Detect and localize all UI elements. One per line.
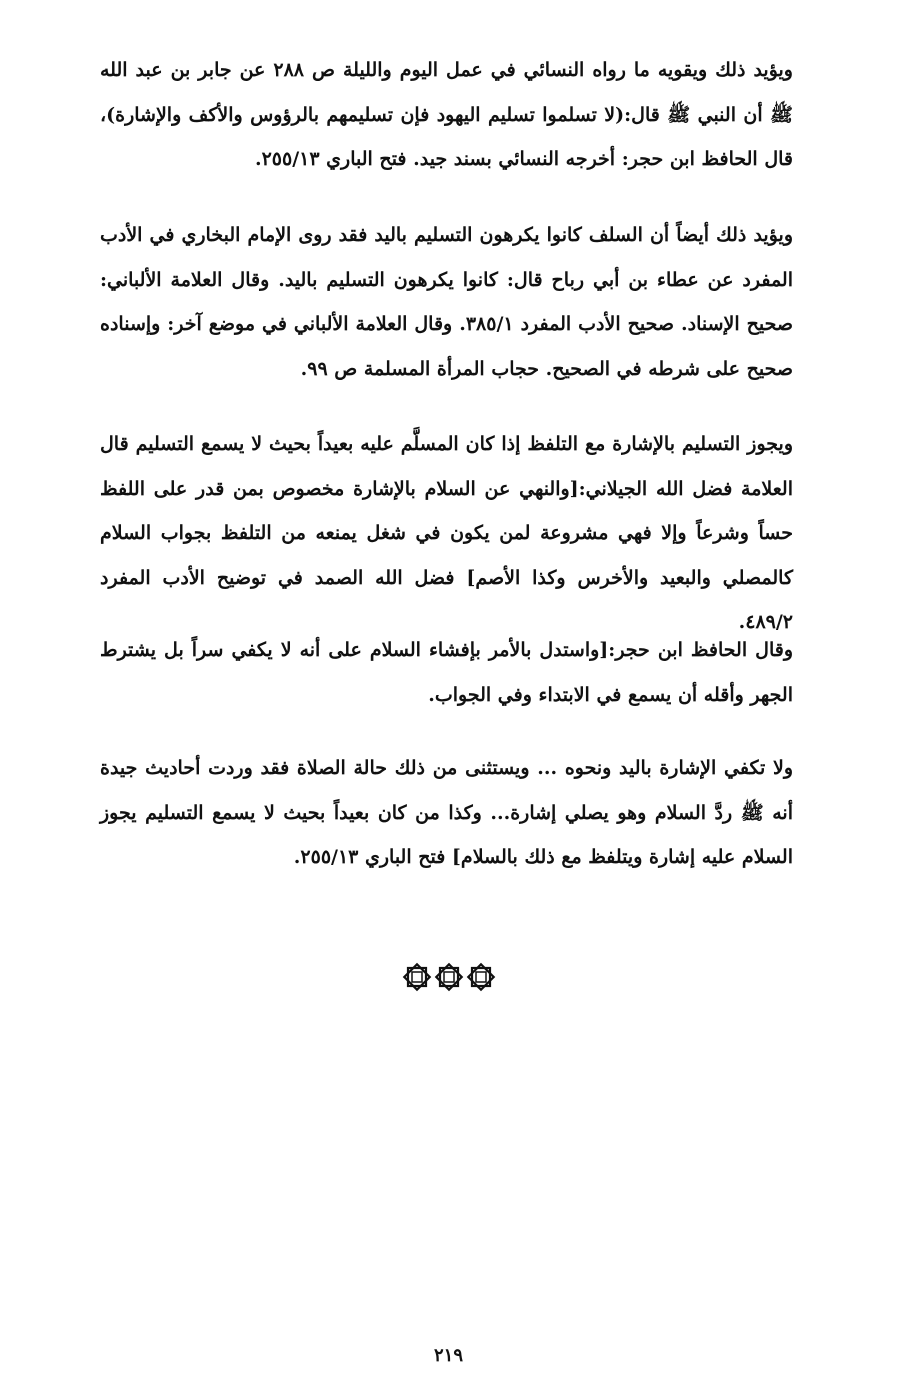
paragraph-text: ويجوز التسليم بالإشارة مع التلفظ إذا كان المسلَّم عليه بعيداً بحيث لا يسمع التسليم قال العلامة فضل الله الجيلاني:[والنهي عن السلام بالإشارة مخصوص بمن قدر على اللفظ حساً وشرعاً وإلا فهي مشروعة لمن يكون في شغل يمنعه من التلفظ بجواب السلام كالمصلي والبعيد والأخرس وكذا الأصم] فضل الله الصمد في توضيح الأدب المفرد ٤٨٩/٢. <box>100 433 793 633</box>
paragraph-text: ويؤيد ذلك أيضاً أن السلف كانوا يكرهون التسليم باليد فقد روى الإمام البخاري في الأدب المفرد عن عطاء بن أبي رباح قال: كانوا يكرهون التسليم باليد. وقال العلامة الألباني: صحيح الإسناد. صحيح الأدب المفرد ٣٨٥/١. وقال العلامة الألباني في موضع آخر: وإسناده صحيح على شرطه في الصحيح. حجاب المرأة المسلمة ص ٩٩. <box>100 224 793 380</box>
star-ornament-icon <box>434 962 464 992</box>
paragraph-5 <box>100 746 793 880</box>
paragraph-1 <box>100 48 793 182</box>
star-ornament-icon <box>466 962 496 992</box>
paragraph-3 <box>100 422 793 645</box>
star-ornament-icon <box>402 962 432 992</box>
page-number: ٢١٩ <box>433 1345 463 1366</box>
paragraph-text: وقال الحافظ ابن حجر:[واستدل بالأمر بإفشاء السلام على أنه لا يكفي سراً بل يشترط الجهر وأقله أن يسمع في الابتداء وفي الجواب. <box>100 639 793 706</box>
paragraph-2 <box>100 213 793 391</box>
section-divider-ornament <box>0 962 897 992</box>
paragraph-4 <box>100 628 793 717</box>
paragraph-text: ولا تكفي الإشارة باليد ونحوه ... ويستثنى من ذلك حالة الصلاة فقد وردت أحاديث جيدة أنه ﷺ ردَّ السلام وهو يصلي إشارة... وكذا من كان بعيداً بحيث لا يسمع التسليم يجوز السلام عليه إشارة ويتلفظ مع ذلك بالسلام] فتح الباري ٢٥٥/١٣. <box>100 757 793 868</box>
paragraph-text: ويؤيد ذلك ويقويه ما رواه النسائي في عمل اليوم والليلة ص ٢٨٨ عن جابر بن عبد الله ﷺ أن النبي ﷺ قال:(لا تسلموا تسليم اليهود فإن تسليمهم بالرؤوس والأكف والإشارة)، قال الحافظ ابن حجر: أخرجه النسائي بسند جيد. فتح الباري ٢٥٥/١٣. <box>100 59 793 170</box>
